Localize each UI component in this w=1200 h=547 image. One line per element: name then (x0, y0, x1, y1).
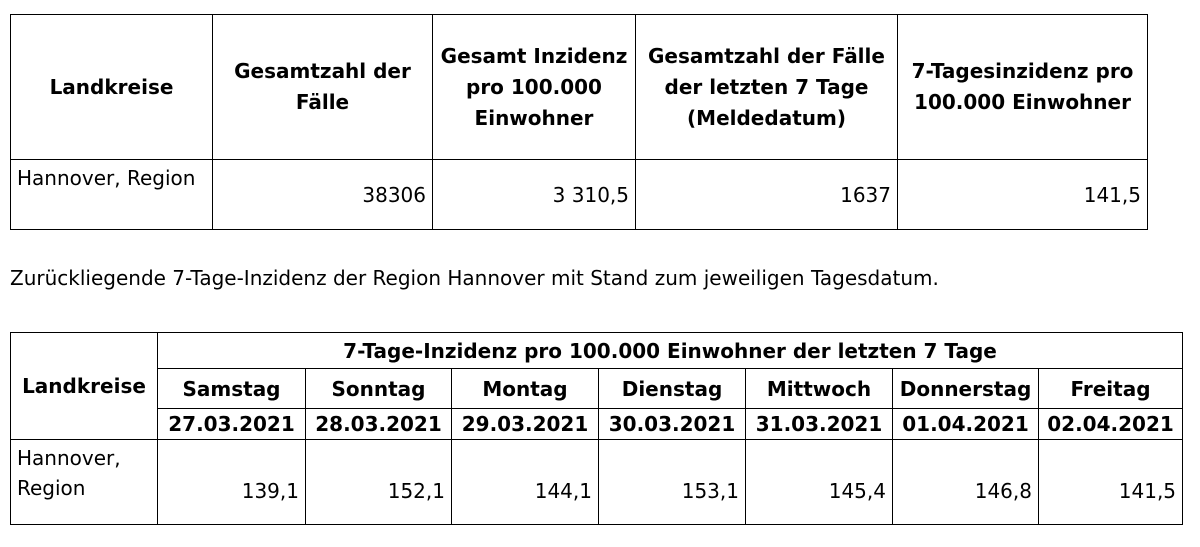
table-header-row-dates (11, 409, 1183, 440)
row-label-region: Hannover, Region (11, 160, 213, 230)
total-cases-table (10, 14, 1148, 230)
header-date: 28.03.2021 (306, 409, 452, 440)
header-cases-last-7-days: Gesamtzahl der Fälle der letzten 7 Tage (Meldedatum) (636, 15, 898, 160)
header-date: 30.03.2021 (599, 409, 746, 440)
table-caption: Zurückliegende 7-Tage-Inzidenz der Region Hannover mit Stand zum jeweiligen Tagesdatum. (10, 266, 939, 290)
cell-incidence: 152,1 (306, 440, 452, 525)
header-day: Dienstag (599, 369, 746, 409)
cell-incidence: 139,1 (158, 440, 306, 525)
header-date: 02.04.2021 (1039, 409, 1183, 440)
cell-incidence: 153,1 (599, 440, 746, 525)
table-header-row (11, 333, 1183, 369)
header-date: 01.04.2021 (893, 409, 1039, 440)
cell-incidence: 141,5 (1039, 440, 1183, 525)
header-7-day-incidence: 7-Tagesinzidenz pro 100.000 Einwohner (898, 15, 1148, 160)
row-label-region: Hannover, Region (11, 440, 158, 525)
header-day: Donnerstag (893, 369, 1039, 409)
table-header-row (11, 15, 1148, 160)
header-day: Freitag (1039, 369, 1183, 409)
table-row (11, 160, 1148, 230)
header-day: Sonntag (306, 369, 452, 409)
header-date: 31.03.2021 (746, 409, 893, 440)
header-date: 27.03.2021 (158, 409, 306, 440)
cell-7-day-incidence: 141,5 (898, 160, 1148, 230)
daily-incidence-table (10, 332, 1183, 525)
header-group-7-day-incidence: 7-Tage-Inzidenz pro 100.000 Einwohner der letzten 7 Tage (158, 333, 1183, 369)
cell-total-incidence: 3 310,5 (433, 160, 636, 230)
header-day: Mittwoch (746, 369, 893, 409)
header-total-cases: Gesamtzahl der Fälle (213, 15, 433, 160)
cell-incidence: 146,8 (893, 440, 1039, 525)
header-day: Montag (452, 369, 599, 409)
header-landkreise: Landkreise (11, 15, 213, 160)
table-row (11, 440, 1183, 525)
cell-total-cases: 38306 (213, 160, 433, 230)
table-header-row-days (11, 369, 1183, 409)
header-total-incidence: Gesamt Inzidenz pro 100.000 Einwohner (433, 15, 636, 160)
cell-cases-last-7-days: 1637 (636, 160, 898, 230)
header-date: 29.03.2021 (452, 409, 599, 440)
header-landkreise: Landkreise (11, 333, 158, 440)
cell-incidence: 144,1 (452, 440, 599, 525)
header-day: Samstag (158, 369, 306, 409)
cell-incidence: 145,4 (746, 440, 893, 525)
